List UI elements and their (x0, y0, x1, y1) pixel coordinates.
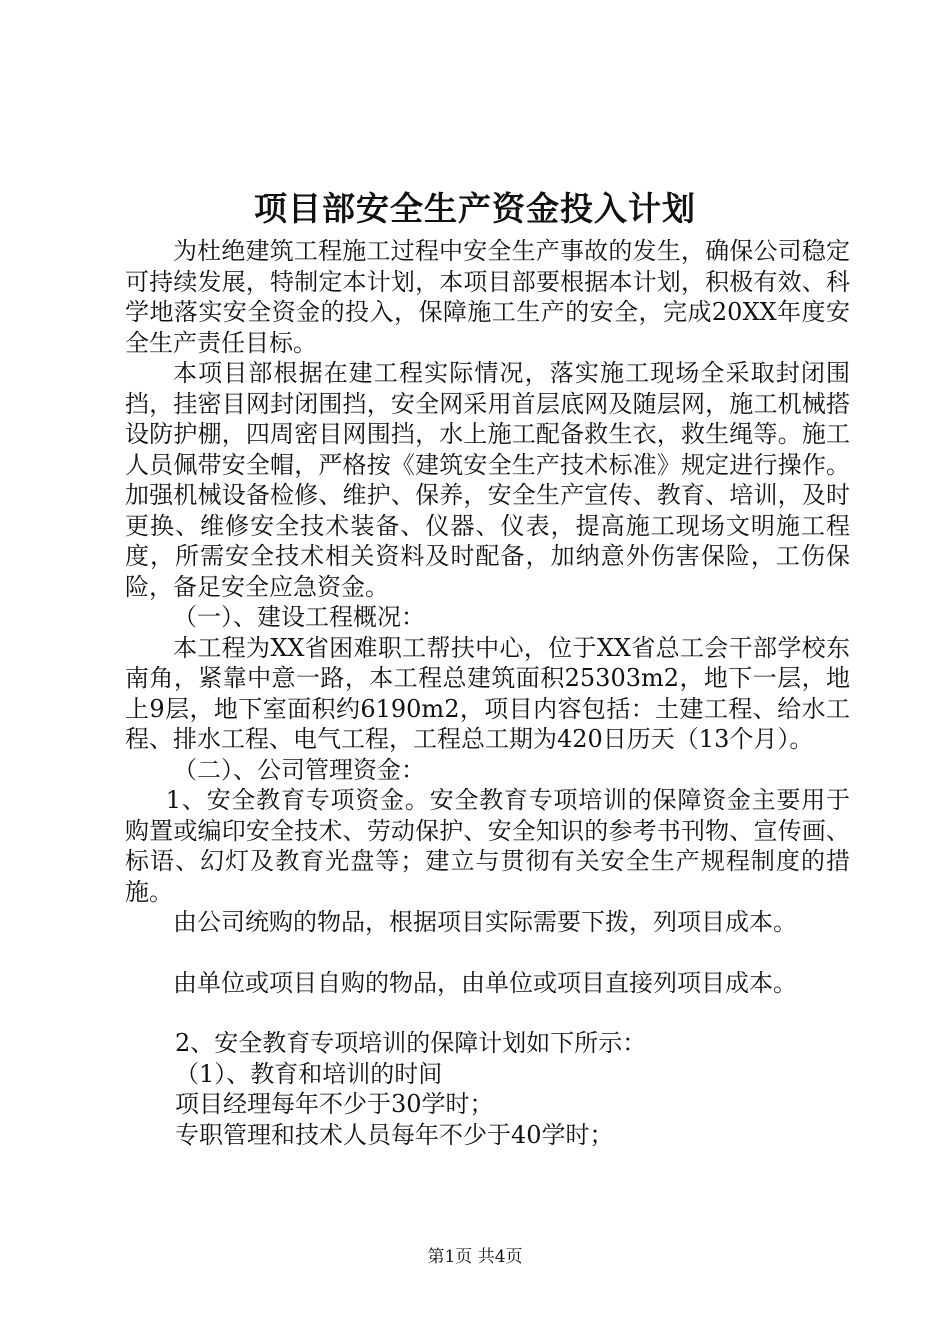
section-heading-overview: （一）、建设工程概况： (173, 603, 425, 631)
list-item-training-plan: 2、安全教育专项培训的保障计划如下所示： (175, 1029, 647, 1057)
document-body (125, 236, 850, 1150)
paragraph-measures: 本项目部根据在建工程实际情况，落实施工现场全采取封闭围挡，挂密目网封闭围挡，安全网采用首层底网及随层网，施工机械搭设防护棚，四周密目网围挡，水上施工配备救生衣，救生绳等。施工人员佩带安全帽，严格按《建筑安全生产技术标准》规定进行操作。加强机械设备检修、维护、保养，安全生产宣传、教育、培训，及时更换、维修安全技术装备、仪器、仪表，提高施工现场文明施工程度，所需安全技术相关资料及时配备，加纳意外伤害保险，工伤保险，备足安全应急资金。 (125, 359, 850, 601)
paragraph-unit-purchase: 由单位或项目自购的物品，由单位或项目直接列项目成本。 (173, 968, 797, 997)
page-number-footer: 第1页 共4页 (427, 1247, 523, 1267)
list-item-staff-hours: 专职管理和技术人员每年不少于40学时； (175, 1120, 614, 1149)
list-item-training-time: （1）、教育和培训的时间 (175, 1059, 443, 1088)
paragraph-project-overview: 本工程为XX省困难职工帮扶中心，位于XX省总工会干部学校东南角，紧靠中意一路，本工程总建筑面积25303m2，地下一层，地上9层，地下室面积约6190m2，项目内容包括：土建工程、给水工程、排水工程、电气工程，工程总工期为420日历天（13个月）。 (125, 633, 850, 753)
list-item-manager-hours: 项目经理每年不少于30学时； (175, 1090, 494, 1118)
paragraph-education-funds: 1、安全教育专项资金。安全教育专项培训的保障资金主要用于购置或编印安全技术、劳动保护、安全知识的参考书刊物、宣传画、标语、幻灯及教育光盘等；建立与贯彻有关安全生产规程制度的措施。 (125, 786, 850, 906)
paragraph-company-purchase: 由公司统购的物品，根据项目实际需要下拨，列项目成本。 (173, 908, 797, 936)
section-heading-funds: （二）、公司管理资金： (173, 755, 425, 784)
paragraph-intro: 为杜绝建筑工程施工过程中安全生产事故的发生，确保公司稳定可持续发展，特制定本计划，本项目部要根据本计划，积极有效、科学地落实安全资金的投入，保障施工生产的安全，完成20XX年度安全生产责任目标。 (125, 237, 850, 357)
document-title: 项目部安全生产资金投入计划 (254, 189, 696, 228)
